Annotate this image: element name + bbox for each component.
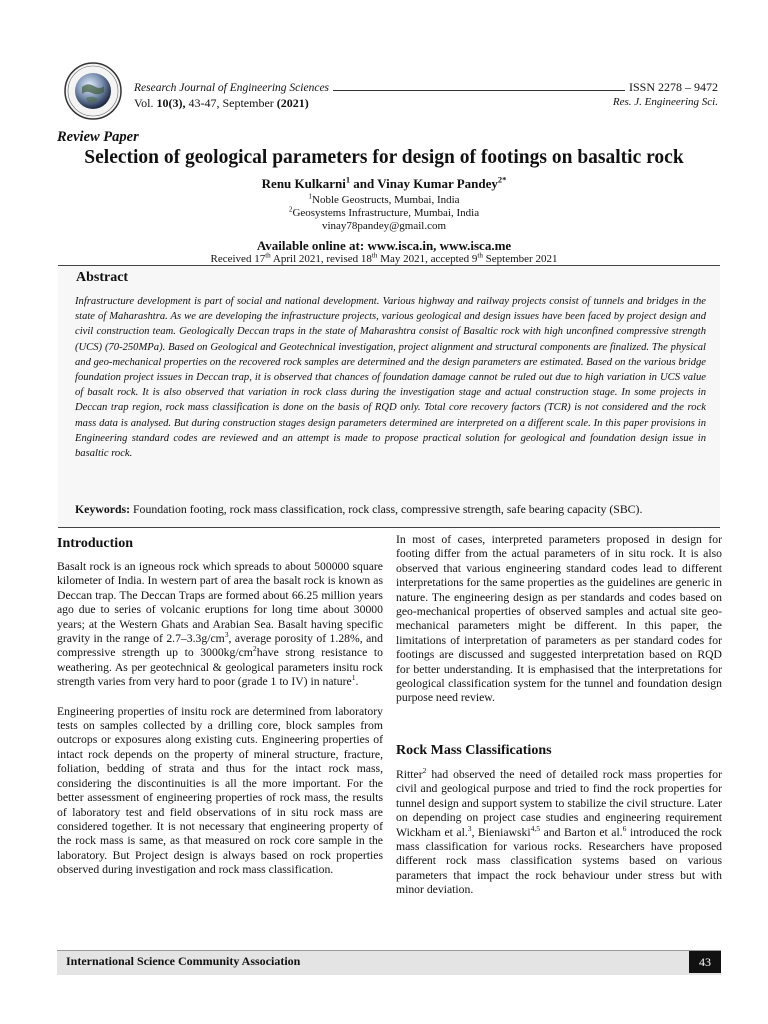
rmc-sup-b: 3 [467,823,472,833]
rock-mass-paragraph [396,768,722,898]
footer-organization: International Science Community Association [66,954,301,968]
affiliation-2 [0,206,768,220]
rmc-sup-c: 4,5 [530,823,541,833]
received-1-sup: th [265,251,271,260]
intro-p1-d: . [355,675,359,689]
rock-mass-heading: Rock Mass Classifications [396,743,552,758]
keywords-text: Foundation footing, rock mass classification, rock class, compressive strength, safe bearing capacity (SBC). [130,502,643,516]
journal-abbreviation: Res. J. Engineering Sci. [612,96,718,108]
volume-info [134,96,309,111]
author-2: and Vinay Kumar Pandey [350,176,498,191]
vol-number: 10(3), [156,96,186,110]
header-rule [333,90,625,91]
rmc-c: , Bieniawski [471,825,531,839]
authors [0,176,768,192]
intro-p1-sup-c: 1 [351,673,356,683]
affiliation-2-text: Geosystems Infrastructure, Mumbai, India [292,207,480,219]
introduction-heading: Introduction [57,536,133,551]
affiliation-2-sup: 2 [288,205,293,214]
intro-paragraph-1 [57,560,383,690]
page-number: 43 [689,951,721,973]
vol-prefix: Vol. [134,96,157,110]
author-2-sup: 2* [497,174,507,185]
rmc-b: had observed the need of detailed rock mass properties for civil and geological purpose and tried to find the rock properties for tunnel design and support system to stabilize the civil structure. Later on depending on project case studies and engineering requirement Wickham et al. [396,768,722,839]
journal-header-line [134,80,718,95]
keywords [75,502,715,517]
rmc-sup-a: 2 [422,766,427,776]
globe-emblem-icon [64,62,122,120]
abstract-text: Infrastructure development is part of social and national development. Various highway and railway projects consist of tunnels and bridges in the state of Maharashtra. As we are developing the infrastructure projects, various geological and design issues have been faced by project design and civil construction team. Geologically Deccan traps in the state of Maharashtra consist of Basaltic rock with high unconfined compressive strength (UCS) (70-250MPa). Based on Geological and Geotechnical investigation, project alignment and structural components are finalized. The physical and geo-mechanical properties on the recovered rock samples are determined and the design parameters are estimated. Based on the various bridge foundation project issues in Deccan trap, it is observed that chances of foundation damage cannot be ruled out due to high variation in UCS value of basalt rock. It is also observed that variation in rock class during the investigation stage and actual construction stage. In some projects in Deccan trap region, rock mass classification is done on the basis of RQD only. Total core recovery factors (TCR) is not considered and the rock mass data is analysed. But during construction stages design parameters determined are interpreted on a different scale. In this paper provisions in Engineering standard codes are reviewed and an attempt is made to propose practical solution for geological and foundation design issue in basaltic rock. [75,296,706,460]
year: (2021) [276,96,309,110]
rmc-d: and Barton et al. [540,825,623,839]
right-column-lower [396,768,722,898]
email[interactable]: vinay78pandey@gmail.com [321,220,447,232]
issn: ISSN 2278 – 9472 [628,80,718,94]
affiliation-1-sup: 1 [308,192,312,201]
intro-p1-sup-a: 3 [224,630,229,640]
received-dates [0,253,768,265]
volume-line [134,96,718,111]
available-online[interactable]: Available online at: www.isca.in, www.isca.me [256,238,512,253]
right-paragraph-1: In most of cases, interpreted parameters proposed in design for footing differ from the actual parameters of in situ rock. It is also observed that various engineering standard codes lead to different interpretations for the same properties as the guidelines are generic in nature. The engineering design as per standards and codes based on geo-mechanical properties of observed samples and actual site geo-mechanical parameters might be different. In this paper, the limitations of interpretation of parameters as per standard codes for footings are discussed and suggested interpretation based on RQD for better understanding. It is emphasised that the interpretations for geological classification system for the tunnel and foundation design purpose need review. [396,533,722,705]
paper-type: Review Paper [57,129,139,145]
intro-p1-sup-b: 2 [252,644,257,654]
rmc-a: Ritter [396,768,423,781]
received-1: Received 17 [210,253,266,265]
intro-p1-c: have strong resistance to weathering. As per geotechnical & geological parameters insitu rock strength varies from very hard to poor (grade 1 to IV) in nature [57,646,383,689]
author-1: Renu Kulkarni [261,176,346,191]
affiliation-1 [0,193,768,207]
received-2: April 2021, revised 18 [270,253,372,265]
journal-name: Research Journal of Engineering Sciences [134,82,330,94]
left-column [57,560,383,878]
intro-p1-a: Basalt rock is an igneous rock which spreads to about 500000 square kilometer of India. In western part of area the basalt rock is known as Deccan trap. The Deccan Traps are formed about 66.25 million years ago due to series of volcanic eruptions for long time about 30000 years; at the Western Ghats and Arabian Sea. Basalt having specific gravity in the range of 2.7–3.3g/cm [57,560,383,646]
received-4: September 2021 [482,253,558,265]
rmc-e: introduced the rock mass classification for various rocks. Researchers have proposed different rock mass classification systems based on various parameters that impact the rock behaviour under stress but with minor deviation. [396,825,722,897]
rmc-sup-d: 6 [622,823,627,833]
abstract-heading: Abstract [76,270,129,285]
journal-logo [64,62,122,120]
intro-paragraph-2: Engineering properties of insitu rock are determined from laboratory tests on samples collected by a drilling core, block samples from outcrops or exposures along existing cuts. Engineering properties of intact rock depends on the property of mineral structure, fracture, foliation, bedding of strata and thus for the intact rock mass, considering the discontinuities is all the more important. For the better assessment of engineering properties of rock mass, the results of laboratory test and field observations of in situ rock mass are considered together. It is not necessary that engineering property of the rock mass is same, as that measured on rock core sample in the laboratory. But Project design is always based on rock properties observed during investigation and rock mass classification. [57,704,383,877]
received-3: May 2021, accepted 9 [377,253,478,265]
right-column [396,533,722,706]
received-3-sup: th [477,251,483,260]
pages-date: 43-47, September [185,96,277,110]
author-1-sup: 1 [345,174,351,185]
intro-p1-b: , average porosity of 1.28%, and compressive strength up to 3000kg/cm [57,632,383,660]
paper-title: Selection of geological parameters for design of footings on basaltic rock [84,147,684,168]
keywords-label: Keywords: [75,502,131,516]
received-2-sup: th [371,251,378,260]
affiliation-1-text: Noble Geostructs, Mumbai, India [312,194,460,206]
